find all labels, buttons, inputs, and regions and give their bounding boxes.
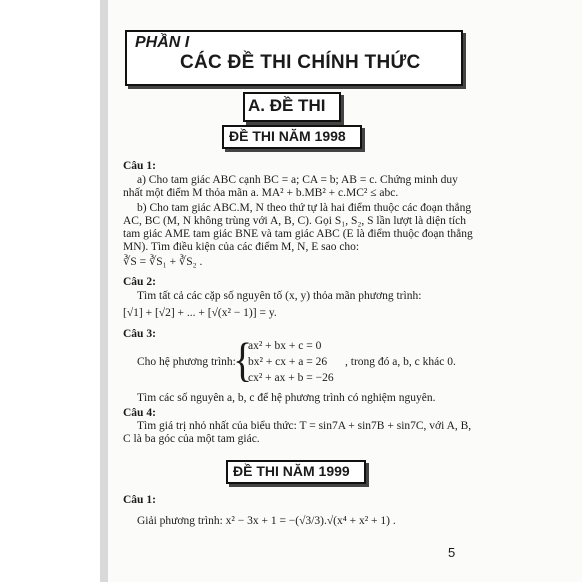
q1-label: Câu 1:: [123, 160, 156, 172]
page-number: 5: [448, 545, 456, 560]
q4-line: C là ba góc của một tam giác.: [123, 433, 260, 445]
q4-line: Tìm giá trị nhỏ nhất của biểu thức: T = sin7A + sin7B + sin7C, với A, B,: [137, 420, 472, 432]
q1-line: tam giác AME tam giác BNE và tam giác ABC (E là điểm thuộc đoạn thẳng: [123, 228, 473, 240]
q2-label: Câu 2:: [123, 276, 156, 288]
q3-equation: bx² + cx + a = 26: [248, 356, 328, 368]
q3-line: Cho hệ phương trình:: [137, 356, 236, 368]
section-title: A. ĐỀ THI: [248, 96, 326, 115]
q1-line: b) Cho tam giác ABC.M, N theo thứ tự là hai điểm thuộc các đoạn thẳng: [137, 202, 472, 214]
q3-condition: , trong đó a, b, c khác 0.: [345, 356, 456, 368]
year-1999-title: ĐỀ THI NĂM 1999: [233, 463, 350, 479]
q3-label: Câu 3:: [123, 328, 156, 340]
part-label: PHẦN I: [135, 34, 190, 51]
q1-line: AC, BC (M, N không trùng với A, B, C). Gọi S₁, S₂, S lần lượt là diện tích: [123, 215, 466, 227]
part-title: CÁC ĐỀ THI CHÍNH THỨC: [180, 52, 421, 73]
q1-line: MN). Tìm điều kiện của các điểm M, N, E sao cho:: [123, 241, 360, 253]
q2-formula: [√1] + [√2] + ... + [√(x² − 1)] = y.: [123, 307, 277, 319]
q2-line: Tìm tất cả các cặp số nguyên tố (x, y) thỏa mãn phương trình:: [137, 290, 422, 302]
q1-formula: ∛S = ∛S₁ + ∛S₂ .: [123, 256, 203, 268]
q1-line: nhất một điểm M thỏa mãn a. MA² + b.MB² + c.MC² ≤ abc.: [123, 187, 399, 199]
page-edge: [100, 0, 108, 582]
q3-equation: ax² + bx + c = 0: [248, 340, 322, 352]
system-brace: {: [233, 332, 253, 387]
q4-label: Câu 4:: [123, 407, 156, 419]
q3-equation: cx² + ax + b = −26: [248, 372, 334, 384]
year-1998-title: ĐỀ THI NĂM 1998: [229, 128, 346, 144]
q1-1999-line: Giải phương trình: x² − 3x + 1 = −(√3/3).√(x⁴ + x² + 1) .: [137, 515, 396, 527]
q1-line: a) Cho tam giác ABC cạnh BC = a; CA = b; AB = c. Chứng minh duy: [137, 174, 458, 186]
q3-line: Tìm các số nguyên a, b, c để hệ phương trình có nghiệm nguyên.: [137, 392, 436, 404]
q1-1999-label: Câu 1:: [123, 494, 156, 506]
